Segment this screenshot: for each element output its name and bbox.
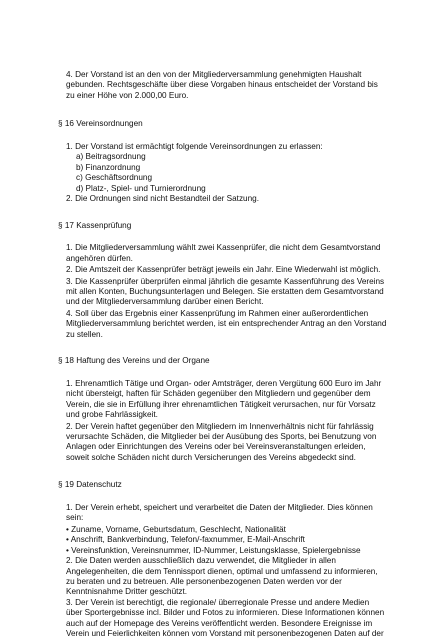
paragraph-line: Angelegenheiten, die dem Tennissport dienen, optimal und umfassend zu informieren, xyxy=(66,566,378,576)
paragraph-line: 4. Der Vorstand ist an den von der Mitgliederversammlung genehmigten Haushalt xyxy=(66,70,362,79)
section-heading: § 17 Kassenprüfung xyxy=(58,220,132,230)
section-heading: § 18 Haftung des Vereins und der Organe xyxy=(58,356,210,366)
paragraph-line: 2. Die Amtszeit der Kassenprüfer beträgt jeweils ein Jahr. Eine Wiederwahl ist möglich. xyxy=(66,265,381,275)
paragraph-line: 2. Der Verein haftet gegenüber den Mitgliedern im Innenverhältnis nicht für fahrlässig xyxy=(66,421,374,431)
paragraph-line: 1. Ehrenamtlich Tätige und Organ- oder Amtsträger, deren Vergütung 600 Euro im Jahr xyxy=(66,378,382,388)
paragraph-line: Mitgliederversammlung berichtet werden, ist ein entsprechender Antrag an den Vorstand xyxy=(66,319,387,329)
paragraph-line: Kenntnisnahme Dritter geschützt. xyxy=(66,587,188,597)
paragraph-line: 4. Soll über das Ergebnis einer Kassenprüfung im Rahmen einer außerordentlichen xyxy=(66,308,369,318)
bullet-item: • Zuname, Vorname, Geburtsdatum, Geschlecht, Nationalität xyxy=(66,524,286,534)
paragraph-line: und der Mitgliederversammlung darüber einen Bericht. xyxy=(66,297,264,307)
paragraph-line: über Sportergebnisse incl. Bilder und Fotos zu informieren. Diese Informationen können xyxy=(66,608,385,618)
paragraph-line: auch auf der Homepage des Vereins veröffentlicht werden. Besondere Ereignisse im xyxy=(66,618,373,628)
paragraph-line: Anlagen oder Einrichtungen des Vereins oder bei Vereinsveranstaltungen erleiden, xyxy=(66,442,366,452)
paragraph-line: 2. Die Ordnungen sind nicht Bestandteil der Satzung. xyxy=(66,194,259,204)
paragraph-line: 2. Die Daten werden ausschließlich dazu verwendet, die Mitglieder in allen xyxy=(66,556,336,565)
paragraph-line: mit allen Konten, Buchungsunterlagen und Belegen. Sie erstatten dem Gesamtvorstand xyxy=(66,287,384,296)
paragraph-line: angehören dürfen. xyxy=(66,253,133,263)
paragraph-line: verursachte Schäden, die Mitglieder bei der Ausübung des Sports, bei Benutzung von xyxy=(66,431,377,441)
paragraph-line: 1. Die Mitgliederversammlung wählt zwei Kassenprüfer, die nicht dem Gesamtvorstand xyxy=(66,243,381,253)
paragraph-line: 1. Der Verein erhebt, speichert und verarbeitet die Daten der Mitglieder. Dies können xyxy=(66,503,373,512)
list-item: d) Platz-, Spiel- und Turnierordnung xyxy=(76,183,206,193)
list-item: b) Finanzordnung xyxy=(76,162,141,172)
paragraph-line: zu stellen. xyxy=(66,329,103,339)
paragraph-line: gebunden. Rechtsgeschäfte über diese Vorgaben hinaus entscheidet der Vorstand bis xyxy=(66,80,378,90)
paragraph-line: Verein und Feierlichkeiten können vom Vorstand mit personenbezogenen Daten auf der xyxy=(66,629,384,638)
section-heading: § 19 Datenschutz xyxy=(58,480,122,490)
paragraph-line: Verein, die sie in Erfüllung ihrer ehrenamtlichen Tätigkeit verursachen, nur für Vorsatz xyxy=(66,399,376,409)
paragraph-line: nicht übersteigt, haften für Schäden gegenüber den Mitgliedern und gegenüber dem xyxy=(66,389,371,399)
paragraph-line: und grobe Fahrlässigkeit. xyxy=(66,410,158,420)
paragraph-line: 1. Der Vorstand ist ermächtigt folgende Vereinsordnungen zu erlassen: xyxy=(66,142,323,151)
list-item: c) Geschäftsordnung xyxy=(76,173,153,183)
bullet-item: • Vereinsfunktion, Vereinsnummer, ID-Nummer, Leistungsklasse, Spielergebnisse xyxy=(66,545,361,555)
paragraph-line: 3. Der Verein ist berechtigt, die regionale/ überregionale Presse und andere Medien xyxy=(66,597,370,607)
paragraph-line: sein: xyxy=(66,513,84,523)
list-item: a) Beitragsordnung xyxy=(76,152,146,162)
bullet-item: • Anschrift, Bankverbindung, Telefon/-faxnummer, E-Mail-Anschrift xyxy=(66,535,305,545)
paragraph-line: zu beraten und zu betreuen. Alle personenbezogenen Daten werden vor der xyxy=(66,576,342,586)
paragraph-line: zu einer Höhe von 2.000,00 Euro. xyxy=(66,90,189,100)
section-heading: § 16 Vereinsordnungen xyxy=(58,119,143,129)
paragraph-line: soweit solche Schäden nicht durch Versicherungen des Vereins abgedeckt sind. xyxy=(66,452,356,462)
paragraph-line: 3. Die Kassenprüfer überprüfen einmal jährlich die gesamte Kassenführung des Vereins xyxy=(66,276,385,286)
